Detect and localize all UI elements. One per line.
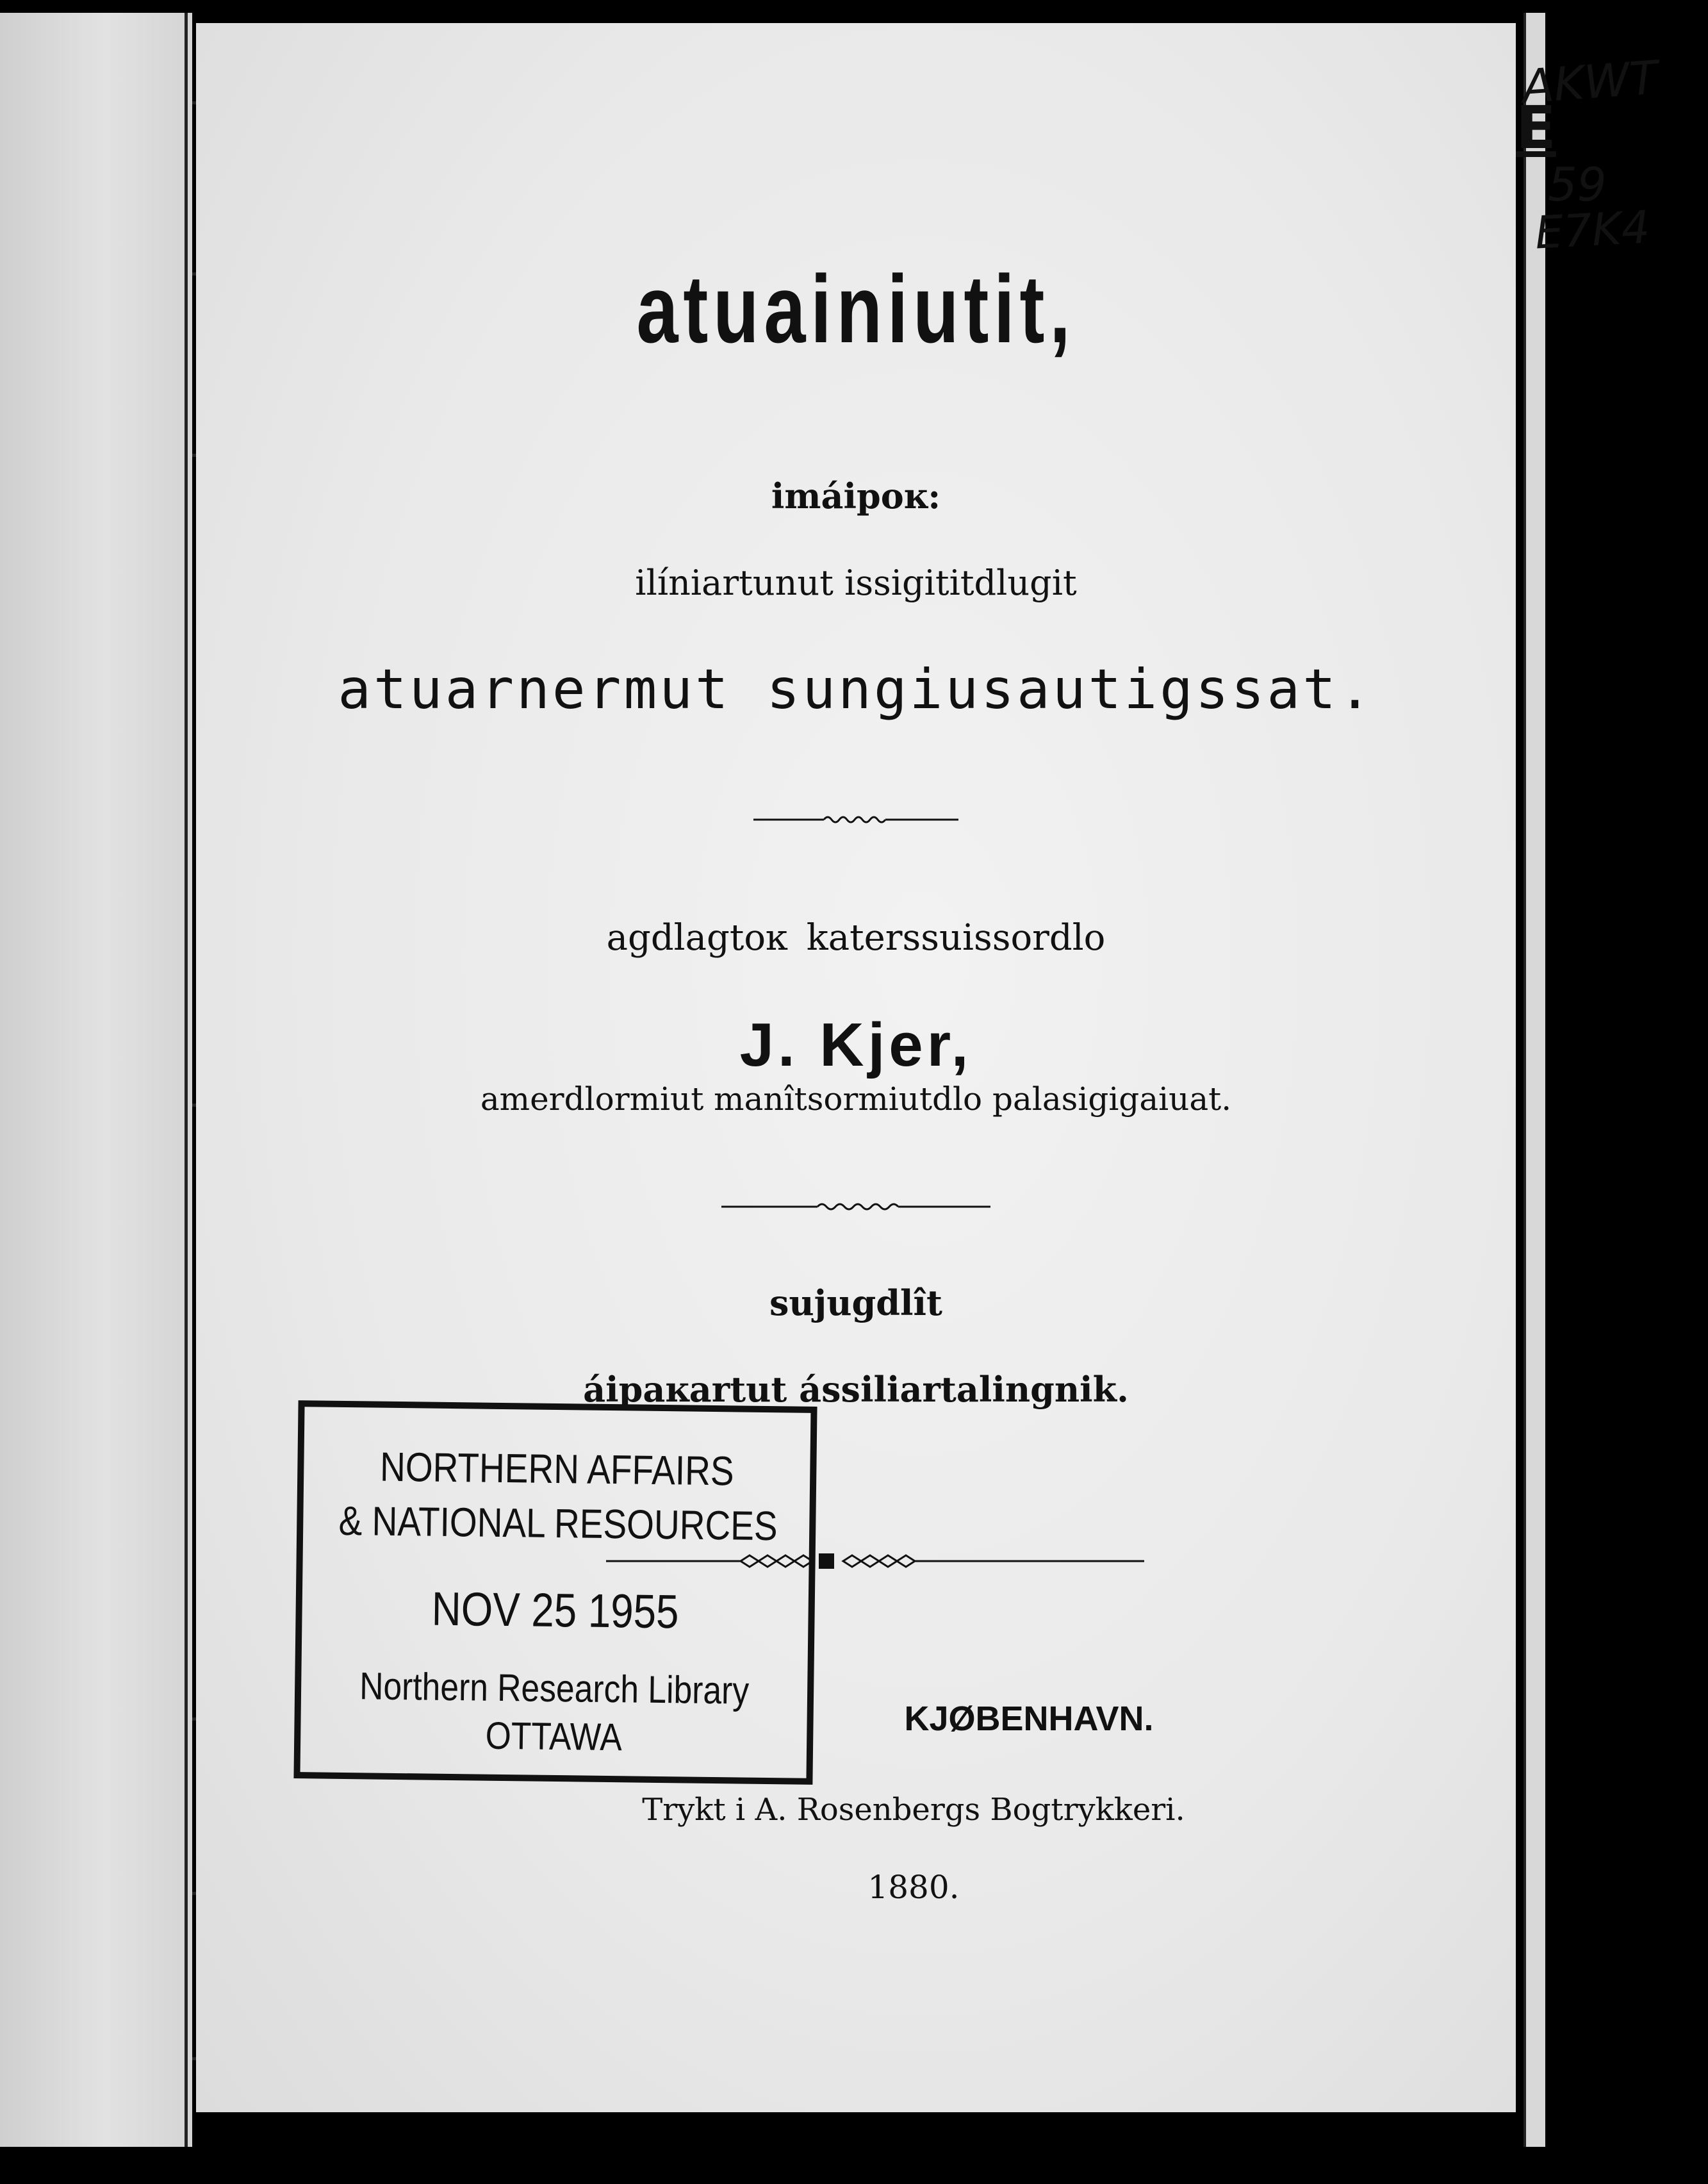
- call-number-annotation: [1477, 50, 1708, 273]
- stamp-line-4: Northern Research Library: [359, 1664, 750, 1712]
- printer-line: Trykt i A. Rosenbergs Bogtrykkeri.: [642, 1792, 1185, 1828]
- call-number-line-3: 59: [1548, 158, 1607, 211]
- author-intro: agdlagtoĸ katerssuissordlo: [606, 917, 1106, 959]
- city-name: KJØBENHAVN.: [904, 1700, 1154, 1738]
- library-stamp: [293, 1400, 817, 1785]
- spine-line: [185, 13, 188, 2147]
- stamp-line-5: OTTAWA: [485, 1714, 623, 1759]
- stamp-line-2: & NATIONAL RESOURCES: [338, 1497, 778, 1550]
- author-role: amerdlormiut manîtsormiutdlo palasigigaiuat.: [480, 1080, 1232, 1118]
- publication-year: 1880.: [867, 1869, 960, 1906]
- subtitle-line-3: atuarnermut sungiusautigssat.: [338, 658, 1374, 722]
- ornamental-rule-2: [196, 1197, 1516, 1219]
- subtitle-line-2: ilíniartunut issigititdlugit: [635, 563, 1077, 603]
- title-page: [196, 23, 1660, 2112]
- city-line: [785, 1699, 1272, 1739]
- call-number-line-1: AKWT: [1520, 50, 1660, 114]
- stamp-line-1: NORTHERN AFFAIRS: [379, 1443, 735, 1494]
- cover-edge: [0, 13, 192, 2147]
- ornamental-rule-1: [196, 810, 1516, 832]
- call-number-line-2: E: [1516, 94, 1556, 162]
- subtitle-line-1: imáipoĸ:: [771, 476, 941, 517]
- call-number-line-4: E7K4: [1533, 201, 1652, 260]
- stamp-date: NOV 25 1955: [431, 1582, 679, 1639]
- author-name: J. Kjer,: [739, 1011, 973, 1079]
- book-title: atuainiutit,: [636, 255, 1076, 363]
- page-edge: [1523, 13, 1545, 2147]
- illustration-line: áipaĸartut ássiliartalingnik.: [583, 1369, 1129, 1410]
- edition-line: sujugdlît: [769, 1282, 942, 1323]
